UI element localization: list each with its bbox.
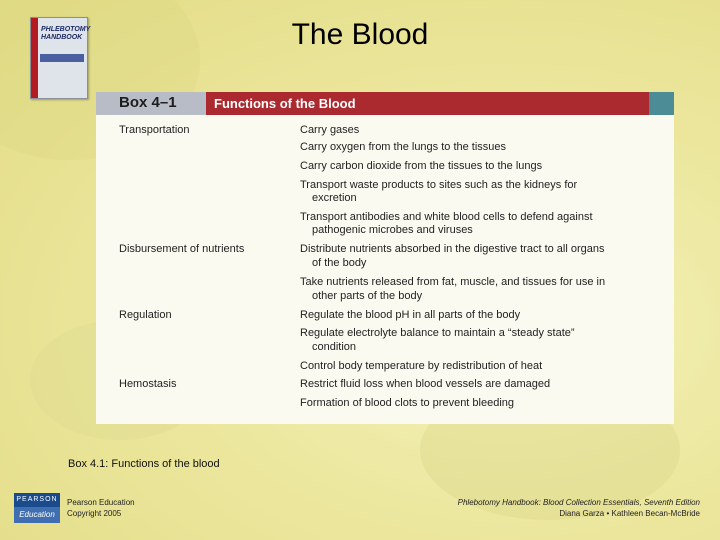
function-line: Take nutrients released from fat, muscle, and tissues for use in: [300, 276, 606, 288]
function-line: Regulate the blood pH in all parts of the body: [300, 309, 521, 321]
box-number: Box 4–1: [119, 94, 177, 111]
function-line-cont: pathogenic microbes and viruses: [312, 224, 473, 236]
function-line-cont: excretion: [312, 192, 357, 204]
function-line-cont: condition: [312, 341, 357, 353]
box-title: Functions of the Blood: [214, 96, 356, 111]
category-disbursement: Disbursement of nutrients: [119, 243, 245, 255]
category-transportation: Transportation: [119, 124, 190, 136]
figure-caption: Box 4.1: Functions of the blood: [68, 458, 220, 470]
function-line: Formation of blood clots to prevent bleeding: [300, 397, 515, 409]
pearson-logo: PEARSON Education: [14, 493, 60, 523]
category-hemostasis: Hemostasis: [119, 378, 177, 390]
functions-table: [96, 92, 674, 424]
function-line: Restrict fluid loss when blood vessels are damaged: [300, 378, 551, 390]
table-header: [96, 92, 674, 115]
category-regulation: Regulation: [119, 309, 172, 321]
book-reference: [458, 497, 700, 519]
book-reference-title: Phlebotomy Handbook: Blood Collection Essentials, Seventh Edition: [457, 498, 700, 507]
publisher-name: Pearson Education: [67, 498, 135, 507]
function-line-cont: of the body: [312, 257, 367, 269]
book-cover-title: PHLEBOTOMY HANDBOOK: [41, 26, 91, 41]
function-line: Carry gases: [300, 124, 360, 136]
slide-title: The Blood: [291, 18, 429, 51]
function-line: Transport antibodies and white blood cells to defend against: [300, 211, 593, 223]
copyright-text: Copyright 2005: [67, 509, 122, 518]
function-line-cont: other parts of the body: [312, 290, 423, 302]
publisher-info: [67, 497, 135, 519]
book-reference-authors: Diana Garza • Kathleen Becan-McBride: [559, 509, 700, 518]
function-line: Distribute nutrients absorbed in the digestive tract to all organs: [300, 243, 605, 255]
function-line: Control body temperature by redistribution of heat: [300, 360, 543, 372]
function-line: Regulate electrolyte balance to maintain a “steady state”: [300, 327, 575, 339]
function-line: Carry carbon dioxide from the tissues to the lungs: [300, 160, 543, 172]
function-line: Transport waste products to sites such as the kidneys for: [300, 179, 578, 191]
function-line: Carry oxygen from the lungs to the tissues: [300, 141, 507, 153]
book-cover-band: [40, 54, 84, 62]
